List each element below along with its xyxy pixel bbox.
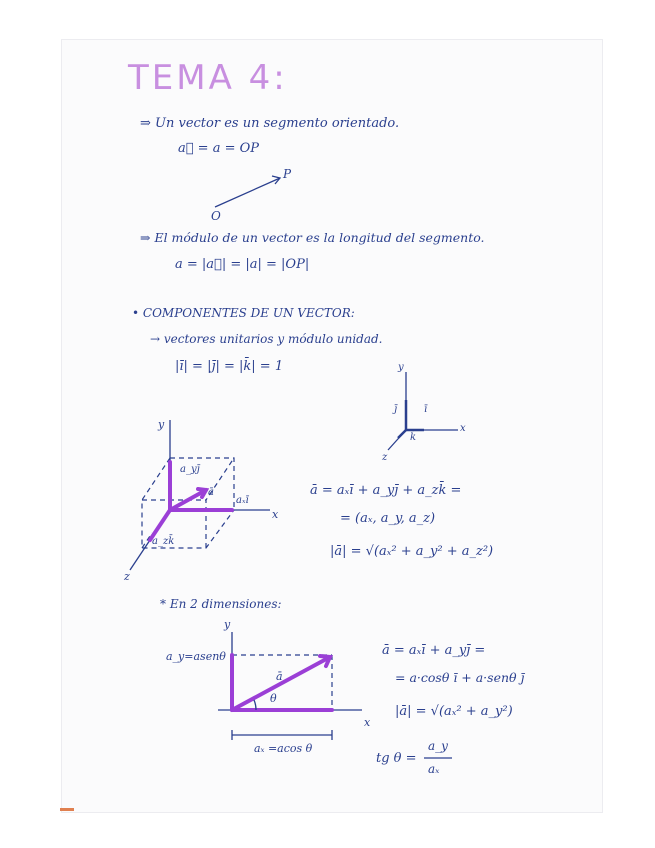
vector-module-3d-formula: |ā| = √(aₓ² + a_y² + a_z²)	[330, 544, 494, 559]
unit-j-label: j̄	[394, 404, 398, 415]
vector-tuple-formula: = (aₓ, a_y, a_z)	[340, 511, 436, 526]
vector2d-a-label: ā	[276, 670, 283, 683]
vector-3d-diagram	[123, 418, 279, 583]
vector-a-label: ā	[208, 487, 214, 498]
component-ax-label: aₓī	[236, 495, 249, 506]
unit-k-label: k̄	[410, 432, 417, 443]
axis2d-x-label: x	[364, 716, 371, 729]
unit-vectors-note: → vectores unitarios y módulo unidad.	[150, 332, 383, 346]
vector-2d-trig-formula: = a·cosθ ī + a·senθ j̄	[395, 670, 525, 685]
point-o-label: O	[211, 209, 221, 223]
point-p-label: P	[283, 167, 292, 181]
axis-x-label: x	[272, 508, 279, 521]
axis-z-label: z	[124, 570, 130, 583]
axis-y-label: y	[158, 418, 165, 431]
unit-vector-axes	[381, 362, 466, 463]
axis2d-y-label: y	[224, 618, 231, 631]
tangent-numerator: a_y	[428, 739, 448, 753]
tangent-denominator: aₓ	[428, 762, 440, 776]
theta-label: θ	[270, 692, 277, 705]
vector-components-formula: ā = aₓī + a_yj̄ + a_zk̄ =	[310, 483, 462, 498]
vector-2d-formula: ā = aₓī + a_yj̄ =	[382, 643, 486, 658]
component2d-ax-label: aₓ =acos θ	[254, 742, 313, 755]
component2d-ay-label: a_y=asenθ	[166, 650, 226, 663]
page-title: TEMA 4:	[128, 58, 288, 98]
tangent-label: tg θ =	[376, 751, 417, 766]
small-z-label: z	[382, 452, 388, 463]
section-heading-components: • COMPONENTES DE UN VECTOR:	[132, 306, 355, 320]
component-ay-label: a_yj̄	[180, 464, 200, 475]
small-x-label: x	[460, 423, 466, 434]
component-az-label: a_zk̄	[152, 536, 175, 547]
vector-notation: a⃗ = a = OP	[178, 141, 260, 156]
vector-module-2d-formula: |ā| = √(aₓ² + a_y²)	[395, 704, 513, 719]
segment-diagram	[211, 167, 292, 223]
definition-line: ⇒ Un vector es un segmento orientado.	[140, 116, 400, 131]
two-dimensions-heading: * En 2 dimensiones:	[160, 597, 282, 611]
module-definition: ⇒ El módulo de un vector es la longitud del segmento.	[140, 230, 485, 245]
unit-module-formula: |ī| = |j̄| = |k̄| = 1	[175, 359, 284, 374]
module-formula: a = |a⃗| = |a| = |OP|	[175, 257, 310, 272]
vector-2d-diagram	[166, 618, 371, 755]
small-y-label: y	[398, 362, 404, 373]
unit-i-label: ī	[424, 404, 428, 415]
